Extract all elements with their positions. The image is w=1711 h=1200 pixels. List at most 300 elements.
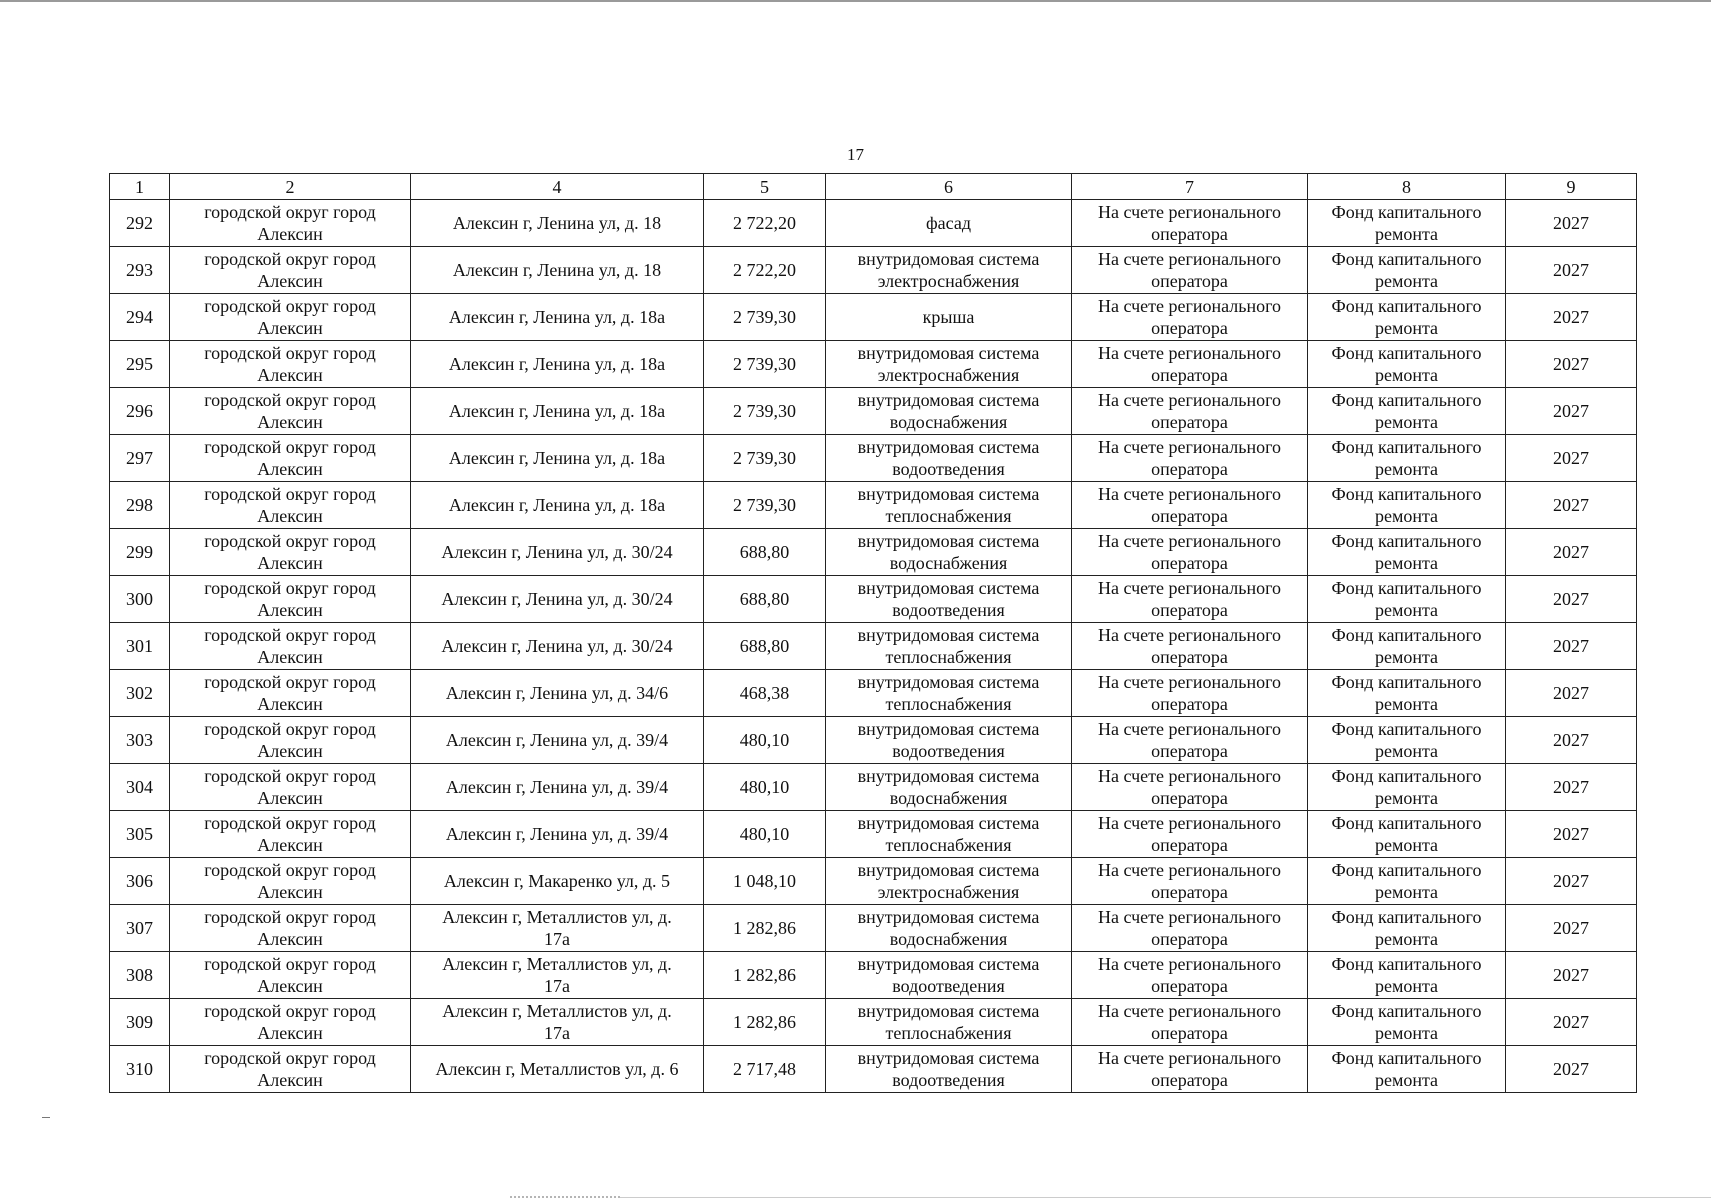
- cell-text-line: оператора: [1151, 741, 1228, 761]
- row-number-cell: 307: [110, 905, 170, 952]
- cell-text-line: водоснабжения: [889, 553, 1008, 573]
- fund-method-cell: [1072, 247, 1308, 294]
- cell-text-line: Алексин г, Металлистов ул, д.: [442, 954, 672, 974]
- page-number: 17: [847, 145, 864, 164]
- area-cell: 2 717,48: [704, 1046, 826, 1093]
- cell-text-line: городской округ город: [204, 202, 376, 222]
- area-cell: 1 282,86: [704, 999, 826, 1046]
- cell-text-line: городской округ город: [204, 343, 376, 363]
- fund-method-cell: [1072, 294, 1308, 341]
- work-type-cell: [826, 905, 1072, 952]
- row-number-cell: 302: [110, 670, 170, 717]
- address-cell: [411, 858, 704, 905]
- cell-text-line: 17а: [544, 1023, 570, 1043]
- table-row: [110, 529, 1637, 576]
- cell-text-line: Алексин г, Ленина ул, д. 39/4: [445, 777, 669, 797]
- year-cell: 2027: [1506, 670, 1637, 717]
- year-cell: 2027: [1506, 529, 1637, 576]
- cell-text-line: городской округ город: [204, 954, 376, 974]
- cell-text-line: Алексин: [257, 929, 323, 949]
- cell-text-line: внутридомовая система: [857, 954, 1040, 974]
- cell-text-line: городской округ город: [204, 813, 376, 833]
- cell-text-line: ремонта: [1374, 882, 1439, 902]
- table-row: [110, 999, 1637, 1046]
- cell-text-line: Алексин г, Ленина ул, д. 30/24: [441, 542, 673, 562]
- row-number-cell: 308: [110, 952, 170, 999]
- table-row: [110, 200, 1637, 247]
- row-number-cell: 292: [110, 200, 170, 247]
- cell-text-line: Алексин: [257, 459, 323, 479]
- cell-text-line: оператора: [1151, 882, 1228, 902]
- cell-text-line: водоотведения: [892, 741, 1005, 761]
- source-cell: [1308, 388, 1506, 435]
- cell-text-line: ремонта: [1374, 694, 1439, 714]
- area-cell: 688,80: [704, 623, 826, 670]
- year-cell: 2027: [1506, 294, 1637, 341]
- cell-text-line: На счете регионального: [1097, 202, 1282, 222]
- address-cell: [411, 811, 704, 858]
- table-row: [110, 905, 1637, 952]
- table-row: [110, 858, 1637, 905]
- cell-text-line: ремонта: [1374, 506, 1439, 526]
- cell-text-line: городской округ город: [204, 766, 376, 786]
- cell-text-line: городской округ город: [204, 437, 376, 457]
- cell-text-line: Алексин: [257, 271, 323, 291]
- cell-text-line: На счете регионального: [1097, 766, 1282, 786]
- cell-text-line: теплоснабжения: [885, 1023, 1012, 1043]
- source-cell: [1308, 294, 1506, 341]
- table-row: [110, 717, 1637, 764]
- year-cell: 2027: [1506, 811, 1637, 858]
- address-cell: [411, 200, 704, 247]
- cell-text-line: теплоснабжения: [885, 647, 1012, 667]
- cell-text-line: На счете регионального: [1097, 907, 1282, 927]
- header-cell: 9: [1506, 174, 1637, 200]
- cell-text-line: ремонта: [1374, 459, 1439, 479]
- cell-text-line: водоснабжения: [889, 929, 1008, 949]
- municipality-cell: [170, 858, 411, 905]
- row-number-cell: 309: [110, 999, 170, 1046]
- cell-text-line: оператора: [1151, 976, 1228, 996]
- cell-text-line: городской округ город: [204, 907, 376, 927]
- cell-text-line: водоотведения: [892, 459, 1005, 479]
- row-number-cell: 297: [110, 435, 170, 482]
- cell-text-line: внутридомовая система: [857, 437, 1040, 457]
- cell-text-line: Фонд капитального: [1331, 954, 1482, 974]
- cell-text-line: ремонта: [1374, 929, 1439, 949]
- address-cell: [411, 576, 704, 623]
- cell-text-line: Алексин г, Ленина ул, д. 30/24: [441, 636, 673, 656]
- cell-text-line: оператора: [1151, 647, 1228, 667]
- cell-text-line: Фонд капитального: [1331, 202, 1482, 222]
- area-cell: 2 739,30: [704, 294, 826, 341]
- row-number-cell: 298: [110, 482, 170, 529]
- fund-method-cell: [1072, 764, 1308, 811]
- table-row: [110, 623, 1637, 670]
- header-cell: 7: [1072, 174, 1308, 200]
- work-type-cell: [826, 529, 1072, 576]
- cell-text-line: Алексин: [257, 318, 323, 338]
- cell-text-line: На счете регионального: [1097, 390, 1282, 410]
- cell-text-line: водоотведения: [892, 600, 1005, 620]
- cell-text-line: Фонд капитального: [1331, 249, 1482, 269]
- cell-text-line: Алексин: [257, 224, 323, 244]
- work-type-cell: [826, 858, 1072, 905]
- cell-text-line: ремонта: [1374, 600, 1439, 620]
- cell-text-line: 17а: [544, 976, 570, 996]
- top-rule: [0, 0, 1711, 2]
- cell-text-line: внутридомовая система: [857, 1001, 1040, 1021]
- cell-text-line: Алексин г, Ленина ул, д. 18а: [448, 401, 666, 421]
- table-row: [110, 670, 1637, 717]
- area-cell: 2 739,30: [704, 388, 826, 435]
- cell-text-line: городской округ город: [204, 1048, 376, 1068]
- cell-text-line: Алексин: [257, 365, 323, 385]
- cell-text-line: оператора: [1151, 318, 1228, 338]
- cell-text-line: Фонд капитального: [1331, 531, 1482, 551]
- area-cell: 1 282,86: [704, 952, 826, 999]
- header-row: [110, 174, 1637, 200]
- area-cell: 1 282,86: [704, 905, 826, 952]
- year-cell: 2027: [1506, 952, 1637, 999]
- cell-text-line: Фонд капитального: [1331, 860, 1482, 880]
- source-cell: [1308, 811, 1506, 858]
- cell-text-line: На счете регионального: [1097, 531, 1282, 551]
- cell-text-line: водоотведения: [892, 976, 1005, 996]
- year-cell: 2027: [1506, 247, 1637, 294]
- cell-text-line: внутридомовая система: [857, 766, 1040, 786]
- cell-text-line: На счете регионального: [1097, 484, 1282, 504]
- cell-text-line: Фонд капитального: [1331, 625, 1482, 645]
- cell-text-line: Алексин г, Макаренко ул, д. 5: [443, 871, 671, 891]
- year-cell: 2027: [1506, 623, 1637, 670]
- table-row: [110, 341, 1637, 388]
- cell-text-line: Фонд капитального: [1331, 1001, 1482, 1021]
- row-number-cell: 293: [110, 247, 170, 294]
- work-type-cell: [826, 247, 1072, 294]
- fund-method-cell: [1072, 858, 1308, 905]
- year-cell: 2027: [1506, 717, 1637, 764]
- cell-text-line: городской округ город: [204, 531, 376, 551]
- cell-text-line: Алексин г, Ленина ул, д. 18: [452, 213, 662, 233]
- work-type-cell: [826, 388, 1072, 435]
- cell-text-line: Фонд капитального: [1331, 296, 1482, 316]
- cell-text-line: Алексин: [257, 694, 323, 714]
- address-cell: [411, 670, 704, 717]
- cell-text-line: На счете регионального: [1097, 249, 1282, 269]
- municipality-cell: [170, 670, 411, 717]
- year-cell: 2027: [1506, 200, 1637, 247]
- fund-method-cell: [1072, 529, 1308, 576]
- work-type-cell: [826, 952, 1072, 999]
- area-cell: 688,80: [704, 576, 826, 623]
- cell-text-line: Фонд капитального: [1331, 672, 1482, 692]
- cell-text-line: внутридомовая система: [857, 860, 1040, 880]
- scan-mark: [42, 1117, 50, 1118]
- cell-text-line: оператора: [1151, 788, 1228, 808]
- municipality-cell: [170, 952, 411, 999]
- address-cell: [411, 623, 704, 670]
- area-cell: 2 739,30: [704, 341, 826, 388]
- source-cell: [1308, 341, 1506, 388]
- source-cell: [1308, 717, 1506, 764]
- address-cell: [411, 294, 704, 341]
- cell-text-line: Алексин: [257, 882, 323, 902]
- source-cell: [1308, 858, 1506, 905]
- work-type-cell: [826, 200, 1072, 247]
- address-cell: [411, 1046, 704, 1093]
- municipality-cell: [170, 341, 411, 388]
- row-number-cell: 301: [110, 623, 170, 670]
- area-cell: 480,10: [704, 811, 826, 858]
- cell-text-line: внутридомовая система: [857, 531, 1040, 551]
- cell-text-line: внутридомовая система: [857, 907, 1040, 927]
- cell-text-line: водоснабжения: [889, 788, 1008, 808]
- fund-method-cell: [1072, 952, 1308, 999]
- cell-text-line: Алексин г, Металлистов ул, д. 6: [435, 1059, 679, 1079]
- cell-text-line: Фонд капитального: [1331, 484, 1482, 504]
- row-number-cell: 295: [110, 341, 170, 388]
- row-number-cell: 310: [110, 1046, 170, 1093]
- cell-text-line: городской округ город: [204, 578, 376, 598]
- row-number-cell: 306: [110, 858, 170, 905]
- row-number-cell: 294: [110, 294, 170, 341]
- area-cell: 688,80: [704, 529, 826, 576]
- cell-text-line: ремонта: [1374, 647, 1439, 667]
- fund-method-cell: [1072, 811, 1308, 858]
- year-cell: 2027: [1506, 341, 1637, 388]
- table-row: [110, 576, 1637, 623]
- fund-method-cell: [1072, 200, 1308, 247]
- cell-text-line: оператора: [1151, 600, 1228, 620]
- work-type-cell: [826, 717, 1072, 764]
- cell-text-line: На счете регионального: [1097, 813, 1282, 833]
- cell-text-line: электроснабжения: [877, 882, 1020, 902]
- cell-text-line: ремонта: [1374, 788, 1439, 808]
- cell-text-line: теплоснабжения: [885, 835, 1012, 855]
- cell-text-line: оператора: [1151, 1023, 1228, 1043]
- source-cell: [1308, 482, 1506, 529]
- cell-text-line: внутридомовая система: [857, 484, 1040, 504]
- table-row: [110, 1046, 1637, 1093]
- cell-text-line: внутридомовая система: [857, 719, 1040, 739]
- cell-text-line: оператора: [1151, 224, 1228, 244]
- table-row: [110, 388, 1637, 435]
- cell-text-line: оператора: [1151, 506, 1228, 526]
- cell-text-line: 17а: [544, 929, 570, 949]
- cell-text-line: городской округ город: [204, 296, 376, 316]
- area-cell: 480,10: [704, 764, 826, 811]
- cell-text-line: Алексин: [257, 647, 323, 667]
- cell-text-line: Алексин г, Ленина ул, д. 18а: [448, 448, 666, 468]
- work-type-cell: [826, 999, 1072, 1046]
- row-number-cell: 300: [110, 576, 170, 623]
- fund-method-cell: [1072, 1046, 1308, 1093]
- cell-text-line: Алексин: [257, 506, 323, 526]
- cell-text-line: оператора: [1151, 412, 1228, 432]
- cell-text-line: Фонд капитального: [1331, 907, 1482, 927]
- municipality-cell: [170, 482, 411, 529]
- municipality-cell: [170, 247, 411, 294]
- source-cell: [1308, 576, 1506, 623]
- address-cell: [411, 952, 704, 999]
- header-cell: 8: [1308, 174, 1506, 200]
- header-cell: 1: [110, 174, 170, 200]
- cell-text-line: электроснабжения: [877, 365, 1020, 385]
- cell-text-line: На счете регионального: [1097, 625, 1282, 645]
- cell-text-line: ремонта: [1374, 224, 1439, 244]
- address-cell: [411, 999, 704, 1046]
- cell-text-line: оператора: [1151, 365, 1228, 385]
- cell-text-line: Алексин: [257, 741, 323, 761]
- work-type-cell: [826, 576, 1072, 623]
- cell-text-line: На счете регионального: [1097, 1048, 1282, 1068]
- address-cell: [411, 717, 704, 764]
- scan-edge-line: [620, 1197, 1711, 1198]
- cell-text-line: Фонд капитального: [1331, 390, 1482, 410]
- cell-text-line: городской округ город: [204, 625, 376, 645]
- row-number-cell: 296: [110, 388, 170, 435]
- municipality-cell: [170, 623, 411, 670]
- area-cell: 2 722,20: [704, 200, 826, 247]
- cell-text-line: крыша: [922, 307, 975, 327]
- cell-text-line: Алексин г, Ленина ул, д. 18: [452, 260, 662, 280]
- cell-text-line: внутридомовая система: [857, 672, 1040, 692]
- cell-text-line: На счете регионального: [1097, 1001, 1282, 1021]
- year-cell: 2027: [1506, 1046, 1637, 1093]
- table-row: [110, 952, 1637, 999]
- capital-repair-table: [109, 173, 1637, 1093]
- cell-text-line: На счете регионального: [1097, 437, 1282, 457]
- fund-method-cell: [1072, 482, 1308, 529]
- source-cell: [1308, 952, 1506, 999]
- table-row: [110, 435, 1637, 482]
- source-cell: [1308, 435, 1506, 482]
- municipality-cell: [170, 1046, 411, 1093]
- fund-method-cell: [1072, 341, 1308, 388]
- header-cell: 6: [826, 174, 1072, 200]
- work-type-cell: [826, 435, 1072, 482]
- cell-text-line: Алексин: [257, 976, 323, 996]
- cell-text-line: На счете регионального: [1097, 719, 1282, 739]
- cell-text-line: Фонд капитального: [1331, 813, 1482, 833]
- address-cell: [411, 529, 704, 576]
- year-cell: 2027: [1506, 482, 1637, 529]
- table-row: [110, 482, 1637, 529]
- cell-text-line: На счете регионального: [1097, 296, 1282, 316]
- fund-method-cell: [1072, 435, 1308, 482]
- year-cell: 2027: [1506, 999, 1637, 1046]
- fund-method-cell: [1072, 999, 1308, 1046]
- cell-text-line: Алексин: [257, 412, 323, 432]
- source-cell: [1308, 247, 1506, 294]
- cell-text-line: фасад: [925, 213, 971, 233]
- cell-text-line: На счете регионального: [1097, 343, 1282, 363]
- cell-text-line: ремонта: [1374, 976, 1439, 996]
- cell-text-line: оператора: [1151, 835, 1228, 855]
- year-cell: 2027: [1506, 764, 1637, 811]
- cell-text-line: Алексин г, Ленина ул, д. 34/6: [445, 683, 669, 703]
- cell-text-line: электроснабжения: [877, 271, 1020, 291]
- row-number-cell: 303: [110, 717, 170, 764]
- cell-text-line: внутридомовая система: [857, 390, 1040, 410]
- area-cell: 480,10: [704, 717, 826, 764]
- municipality-cell: [170, 764, 411, 811]
- work-type-cell: [826, 623, 1072, 670]
- municipality-cell: [170, 388, 411, 435]
- fund-method-cell: [1072, 623, 1308, 670]
- year-cell: 2027: [1506, 858, 1637, 905]
- source-cell: [1308, 999, 1506, 1046]
- area-cell: 2 722,20: [704, 247, 826, 294]
- cell-text-line: Фонд капитального: [1331, 578, 1482, 598]
- source-cell: [1308, 200, 1506, 247]
- header-cell: 5: [704, 174, 826, 200]
- cell-text-line: городской округ город: [204, 860, 376, 880]
- source-cell: [1308, 905, 1506, 952]
- municipality-cell: [170, 999, 411, 1046]
- address-cell: [411, 247, 704, 294]
- address-cell: [411, 435, 704, 482]
- source-cell: [1308, 670, 1506, 717]
- cell-text-line: На счете регионального: [1097, 672, 1282, 692]
- cell-text-line: оператора: [1151, 271, 1228, 291]
- year-cell: 2027: [1506, 905, 1637, 952]
- cell-text-line: Алексин г, Ленина ул, д. 18а: [448, 354, 666, 374]
- cell-text-line: внутридомовая система: [857, 1048, 1040, 1068]
- year-cell: 2027: [1506, 388, 1637, 435]
- cell-text-line: оператора: [1151, 1070, 1228, 1090]
- cell-text-line: водоотведения: [892, 1070, 1005, 1090]
- cell-text-line: Алексин: [257, 600, 323, 620]
- row-number-cell: 304: [110, 764, 170, 811]
- cell-text-line: Фонд капитального: [1331, 437, 1482, 457]
- header-cell: 4: [411, 174, 704, 200]
- cell-text-line: городской округ город: [204, 1001, 376, 1021]
- fund-method-cell: [1072, 670, 1308, 717]
- cell-text-line: ремонта: [1374, 741, 1439, 761]
- municipality-cell: [170, 294, 411, 341]
- cell-text-line: Алексин: [257, 1070, 323, 1090]
- address-cell: [411, 764, 704, 811]
- cell-text-line: Алексин: [257, 835, 323, 855]
- cell-text-line: теплоснабжения: [885, 506, 1012, 526]
- work-type-cell: [826, 294, 1072, 341]
- cell-text-line: Фонд капитального: [1331, 343, 1482, 363]
- cell-text-line: ремонта: [1374, 835, 1439, 855]
- work-type-cell: [826, 811, 1072, 858]
- cell-text-line: городской округ город: [204, 672, 376, 692]
- cell-text-line: внутридомовая система: [857, 343, 1040, 363]
- fund-method-cell: [1072, 576, 1308, 623]
- table-row: [110, 764, 1637, 811]
- cell-text-line: ремонта: [1374, 1023, 1439, 1043]
- cell-text-line: городской округ город: [204, 390, 376, 410]
- cell-text-line: внутридомовая система: [857, 578, 1040, 598]
- cell-text-line: Алексин г, Металлистов ул, д.: [442, 907, 672, 927]
- table-row: [110, 811, 1637, 858]
- municipality-cell: [170, 200, 411, 247]
- cell-text-line: ремонта: [1374, 271, 1439, 291]
- cell-text-line: ремонта: [1374, 412, 1439, 432]
- row-number-cell: 299: [110, 529, 170, 576]
- work-type-cell: [826, 341, 1072, 388]
- cell-text-line: внутридомовая система: [857, 625, 1040, 645]
- cell-text-line: ремонта: [1374, 365, 1439, 385]
- source-cell: [1308, 764, 1506, 811]
- work-type-cell: [826, 1046, 1072, 1093]
- fund-method-cell: [1072, 905, 1308, 952]
